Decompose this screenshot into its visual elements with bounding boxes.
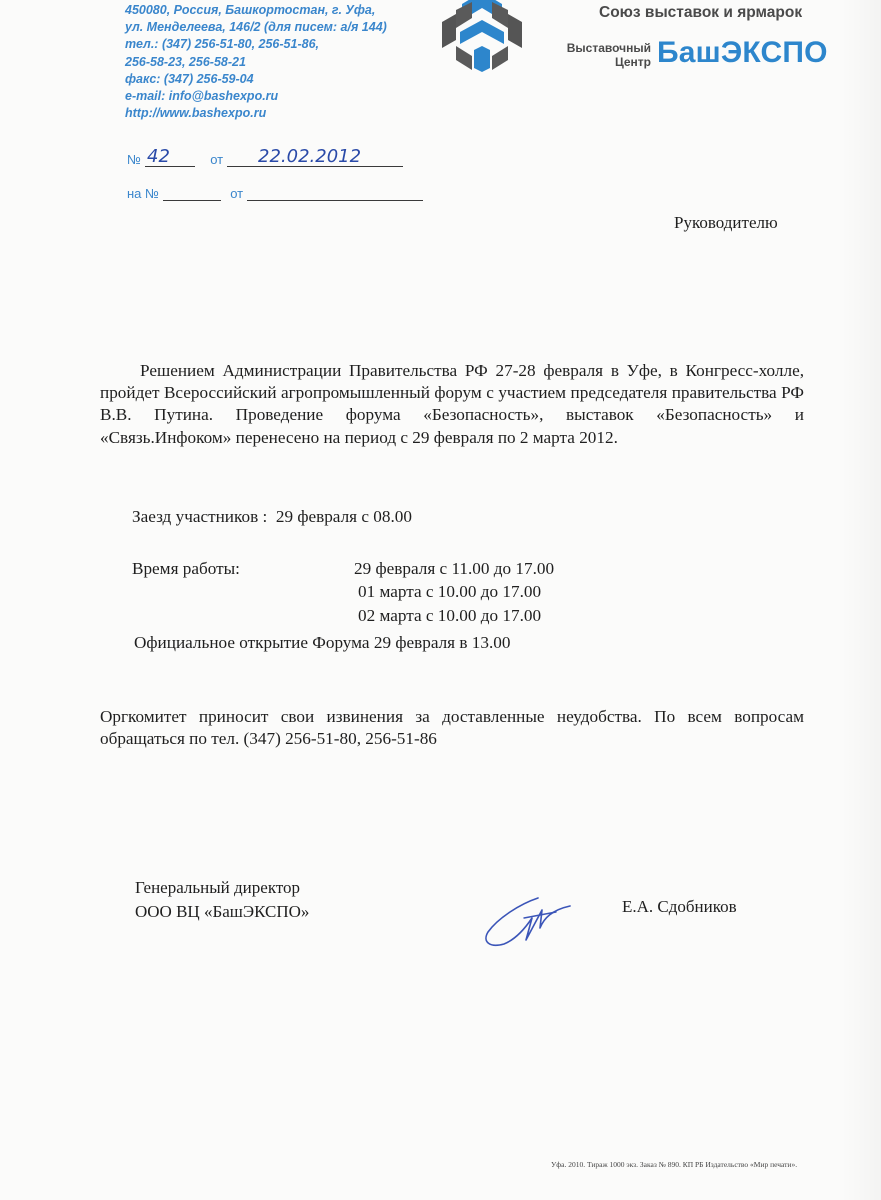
incoming-date-line [247, 186, 423, 201]
brand-center-line2: Центр [614, 55, 651, 69]
brand-union: Союз выставок и ярмарок [599, 4, 803, 21]
brand-name: БашЭКСПО [657, 36, 828, 69]
hours-day-2: 01 марта с 10.00 до 17.00 [358, 582, 542, 601]
brand-center-line1: Выставочный [566, 41, 651, 55]
brand-center-label [557, 41, 651, 69]
hours-label: Время работы: [132, 559, 240, 578]
main-paragraph: Решением Администрации Правительства РФ 27-28 февраля в Уфе, в Конгресс-холле, пройдет Всероссийский агропромышленный форум с участием председателя правительства РФ В.В. Путина. Проведение форума «Безопасность», выставок «Безопасность» и «Связь.Инфоком» перенесено на период с 29 февраля по 2 марта 2012. [100, 361, 804, 447]
contact-website: http://www.bashexpo.ru [125, 106, 267, 121]
incoming-number-row [127, 186, 423, 201]
incoming-date-label: от [230, 186, 244, 201]
number-label: № [127, 152, 141, 167]
contact-email: e-mail: info@bashexpo.ru [125, 89, 279, 104]
signatory-title [135, 876, 309, 924]
apology-paragraph: Оргкомитет приносит свои извинения за доставленные неудобства. По всем вопросам обращаться по тел. (347) 256-51-80, 256-51-86 [100, 707, 804, 749]
hours-day-1: 29 февраля с 11.00 до 17.00 [354, 559, 555, 578]
contact-address: 450080, Россия, Башкортостан, г. Уфа, [125, 3, 376, 17]
contact-phone: тел.: (347) 256-51-80, 256-51-86, [125, 37, 319, 52]
signatory-title-line1: Генеральный директор [135, 878, 301, 897]
contact-fax: факс: (347) 256-59-04 [125, 71, 254, 86]
contact-street: ул. Менделеева, 146/2 (для писем: а/я 144) [125, 20, 387, 35]
signatory-name: Е.А. Сдобников [622, 897, 737, 916]
page-fold-shadow [841, 0, 881, 1200]
print-imprint: Уфа. 2010. Тираж 1000 экз. Заказ № 890. КП РБ Издательство «Мир печати». [551, 1160, 798, 1169]
letterhead-contacts [125, 2, 387, 122]
contact-phone-2: 256-58-23, 256-58-21 [125, 54, 246, 69]
date-label: от [210, 152, 224, 167]
date-value: 22.02.2012 [258, 146, 362, 167]
hours-day-3: 02 марта с 10.00 до 17.00 [358, 606, 542, 625]
handwritten-signature-icon [480, 888, 575, 952]
signatory-title-line2: ООО ВЦ «БашЭКСПО» [135, 902, 310, 921]
arrival-line: Заезд участников : 29 февраля с 08.00 [132, 507, 412, 526]
opening-line: Официальное открытие Форума 29 февраля в 13.00 [134, 633, 511, 652]
bashexpo-logo-icon [436, 0, 528, 72]
incoming-number-line [163, 186, 221, 201]
recipient: Руководителю [674, 213, 778, 232]
number-value: 42 [147, 146, 170, 167]
incoming-number-label: на № [127, 186, 159, 201]
